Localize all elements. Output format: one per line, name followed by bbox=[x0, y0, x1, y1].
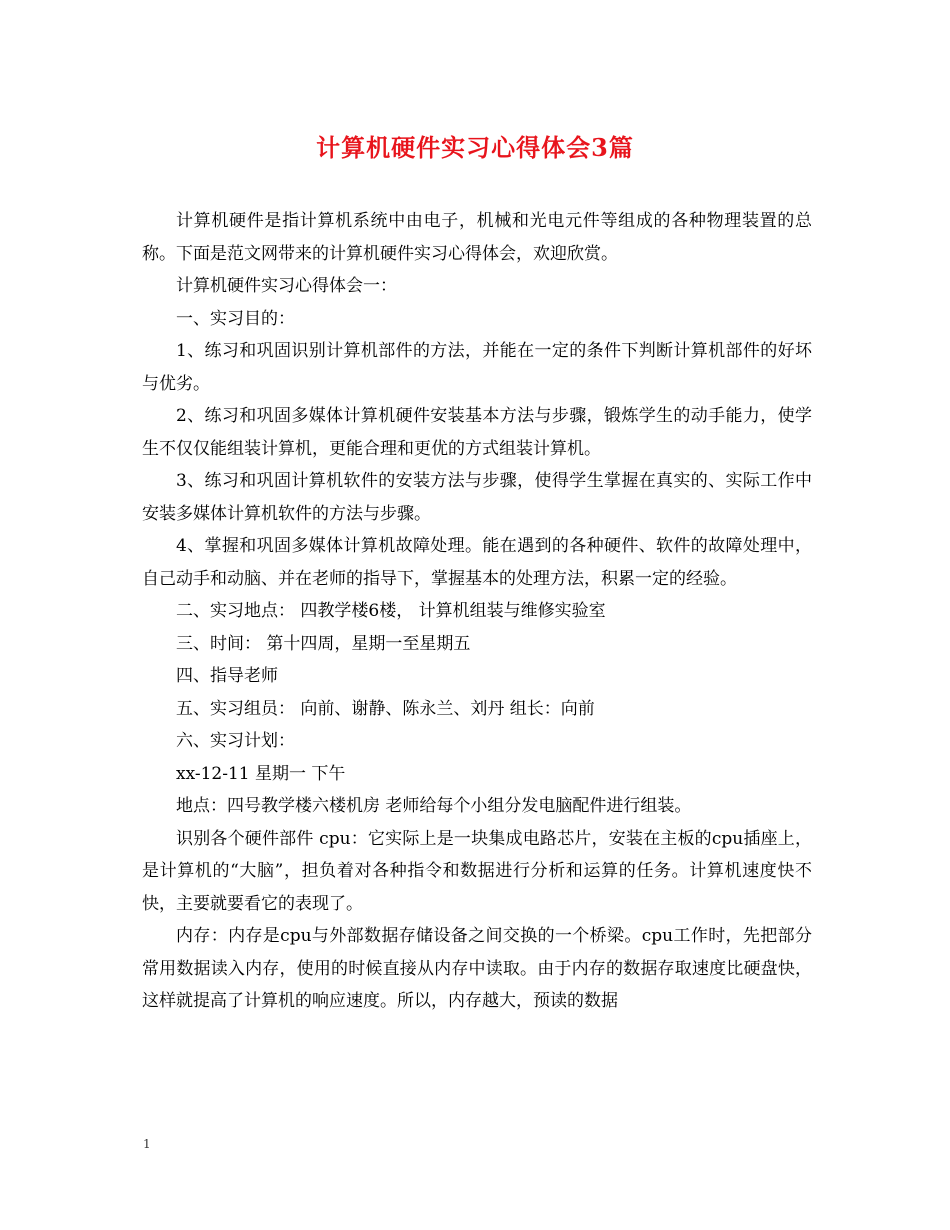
paragraph: 1、练习和巩固识别计算机部件的方法，并能在一定的条件下判断计算机部件的好坏与优劣。 bbox=[142, 341, 812, 394]
document-title: 计算机硬件实习心得体会3篇 bbox=[316, 133, 634, 162]
paragraph: 内存：内存是cpu与外部数据存储设备之间交换的一个桥梁。cpu工作时，先把部分常用数据读入内存，使用的时候直接从内存中读取。由于内存的数据存取速度比硬盘快，这样就提高了计算机的响应速度。所以，内存越大，预读的数据 bbox=[142, 926, 812, 1011]
paragraph: 计算机硬件实习心得体会一： bbox=[176, 276, 397, 296]
document-body bbox=[142, 205, 812, 1018]
paragraph: 四、指导老师 bbox=[176, 666, 278, 686]
page-number: 1 bbox=[143, 1137, 151, 1151]
paragraph: 识别各个硬件部件 cpu：它实际上是一块集成电路芯片，安装在主板的cpu插座上，是计算机的“大脑”，担负着对各种指令和数据进行分析和运算的任务。计算机速度快不快，主要就要看它的表现了。 bbox=[142, 828, 812, 914]
paragraph: 三、时间： 第十四周，星期一至星期五 bbox=[176, 633, 471, 654]
paragraph: xx-12-11 星期一 下午 bbox=[176, 763, 346, 784]
paragraph: 4、掌握和巩固多媒体计算机故障处理。能在遇到的各种硬件、软件的故障处理中，自己动手和动脑、并在老师的指导下，掌握基本的处理方法，积累一定的经验。 bbox=[142, 536, 812, 589]
paragraph: 地点：四号教学楼六楼机房 老师给每个小组分发电脑配件进行组装。 bbox=[176, 796, 692, 816]
paragraph: 二、实习地点： 四教学楼6楼， 计算机组装与维修实验室 bbox=[176, 601, 606, 621]
paragraph: 五、实习组员： 向前、谢静、陈永兰、刘丹 组长：向前 bbox=[176, 698, 595, 719]
paragraph: 一、实习目的： bbox=[176, 308, 295, 329]
paragraph: 计算机硬件是指计算机系统中由电子，机械和光电元件等组成的各种物理装置的总称。下面是范文网带来的计算机硬件实习心得体会，欢迎欣赏。 bbox=[142, 211, 812, 264]
paragraph: 3、练习和巩固计算机软件的安装方法与步骤，使得学生掌握在真实的、实际工作中安装多媒体计算机软件的方法与步骤。 bbox=[142, 471, 812, 524]
paragraph: 六、实习计划： bbox=[176, 731, 295, 751]
paragraph: 2、练习和巩固多媒体计算机硬件安装基本方法与步骤，锻炼学生的动手能力，使学生不仅仅能组装计算机，更能合理和更优的方式组装计算机。 bbox=[142, 406, 812, 459]
